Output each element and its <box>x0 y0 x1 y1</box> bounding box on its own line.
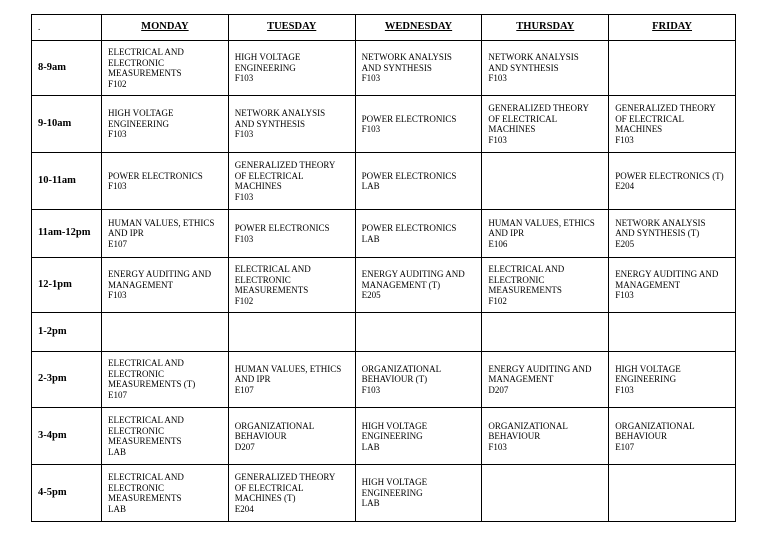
class-cell-line: MEASUREMENTS (T) <box>108 379 196 390</box>
class-cell-line: BEHAVIOUR <box>234 431 287 441</box>
class-cell-line: ELECTRICAL AND <box>108 415 184 426</box>
class-cell-line: MANAGEMENT <box>108 279 173 290</box>
class-cell-line: ELECTRONIC <box>108 368 164 379</box>
class-cell-line: ENERGY AUDITING AND <box>615 269 719 280</box>
class-cell-friday <box>609 313 736 351</box>
class-cell-tuesday <box>228 96 355 152</box>
class-cell-wednesday <box>355 210 482 257</box>
class-cell-tuesday <box>228 257 355 312</box>
class-cell-line: POWER ELECTRONICS <box>361 170 457 181</box>
class-cell-line: E204 <box>615 181 635 192</box>
class-cell-monday <box>102 313 229 351</box>
class-cell-line: GENERALIZED THEORY <box>234 160 336 171</box>
class-cell-monday <box>102 41 229 96</box>
class-cell-wednesday <box>355 152 482 209</box>
class-cell-line: ELECTRONIC <box>234 274 291 285</box>
class-cell-wednesday <box>355 313 482 351</box>
class-cell-line: GENERALIZED THEORY <box>488 103 589 114</box>
class-cell-line: E205 <box>361 290 381 301</box>
class-cell-line: F103 <box>234 191 254 202</box>
class-cell-line: GENERALIZED THEORY <box>615 103 716 114</box>
class-cell-line: ELECTRONIC <box>108 482 164 493</box>
class-cell-line: LAB <box>361 181 380 192</box>
table-row <box>32 351 736 407</box>
class-cell-line: MACHINES <box>615 124 663 135</box>
class-cell-tuesday <box>228 152 355 209</box>
class-cell-line: F103 <box>488 73 507 84</box>
time-slot-label: 4-5pm <box>32 465 102 522</box>
class-cell-line: AND IPR <box>488 228 525 239</box>
time-slot-label: 1-2pm <box>32 313 102 351</box>
class-cell-line: POWER ELECTRONICS <box>361 223 457 234</box>
class-cell-line: E106 <box>488 238 508 249</box>
class-cell-line: MANAGEMENT (T) <box>361 279 441 290</box>
class-cell-line: E107 <box>615 441 635 452</box>
class-cell-line: F103 <box>361 73 381 84</box>
class-cell-line: E107 <box>234 384 254 395</box>
class-cell-monday <box>102 465 229 522</box>
class-cell-line: MEASUREMENTS <box>108 493 182 504</box>
class-cell-line: ENERGY AUDITING AND <box>361 269 465 280</box>
table-row <box>32 96 736 152</box>
table-row <box>32 41 736 96</box>
class-cell-tuesday <box>228 351 355 407</box>
class-cell-tuesday <box>228 313 355 351</box>
class-cell-wednesday <box>355 351 482 407</box>
header-row <box>32 15 736 41</box>
class-cell-thursday <box>482 351 609 407</box>
class-cell-line: ORGANIZATIONAL <box>615 420 695 431</box>
class-cell-monday <box>102 152 229 209</box>
class-cell-line: ENGINEERING <box>361 487 423 498</box>
class-cell-line: ORGANIZATIONAL <box>361 363 442 374</box>
class-cell-line: MEASUREMENTS <box>108 436 182 447</box>
class-cell-line: E107 <box>108 389 127 400</box>
class-cell-line: MANAGEMENT <box>488 374 554 385</box>
time-slot-label: 12-1pm <box>32 257 102 312</box>
class-cell-line: OF ELECTRICAL <box>615 113 684 124</box>
class-cell-line: ENGINEERING <box>615 374 677 385</box>
class-cell-thursday <box>482 41 609 96</box>
class-cell-line: NETWORK ANALYSIS <box>234 108 326 119</box>
class-cell-line: GENERALIZED THEORY <box>234 472 336 483</box>
class-cell-line: HUMAN VALUES, ETHICS <box>488 217 595 228</box>
time-slot-label: 9-10am <box>32 96 102 152</box>
class-cell-line: ELECTRONIC <box>108 425 164 436</box>
class-cell-thursday <box>482 257 609 312</box>
class-cell-line: D207 <box>488 384 509 395</box>
class-cell-line: F103 <box>488 441 507 452</box>
class-cell-line: AND SYNTHESIS (T) <box>615 228 700 239</box>
class-cell-line: POWER ELECTRONICS <box>234 223 330 234</box>
corner-cell: . <box>32 15 102 41</box>
class-cell-friday <box>609 41 736 96</box>
class-cell-monday <box>102 96 229 152</box>
class-cell-line: HUMAN VALUES, ETHICS <box>234 363 342 374</box>
class-cell-line: D207 <box>234 441 255 452</box>
table-row <box>32 210 736 257</box>
class-cell-line: F103 <box>615 384 634 395</box>
class-cell-line: HIGH VOLTAGE <box>108 108 174 119</box>
class-cell-line: ENERGY AUDITING AND <box>108 269 212 280</box>
day-header-thursday: THURSDAY <box>482 15 609 41</box>
class-cell-line: LAB <box>108 446 126 457</box>
class-cell-line: AND SYNTHESIS <box>361 62 432 73</box>
class-cell-line: ELECTRICAL AND <box>234 264 311 274</box>
class-cell-line: OF ELECTRICAL <box>488 113 558 124</box>
class-cell-line: F103 <box>108 290 127 301</box>
class-cell-line: MACHINES <box>488 124 536 135</box>
class-cell-line: MEASUREMENTS <box>488 285 562 295</box>
table-row <box>32 152 736 209</box>
class-cell-line: BEHAVIOUR <box>488 431 541 441</box>
class-cell-line: F103 <box>234 233 254 244</box>
class-cell-friday <box>609 465 736 522</box>
class-cell-wednesday <box>355 96 482 152</box>
class-cell-line: ELECTRICAL AND <box>108 358 184 369</box>
class-cell-line: ENGINEERING <box>234 62 296 73</box>
class-cell-tuesday <box>228 465 355 522</box>
class-cell-line: POWER ELECTRONICS (T) <box>615 170 724 181</box>
class-cell-line: POWER ELECTRONICS <box>108 170 203 181</box>
class-cell-line: F103 <box>361 384 381 395</box>
class-cell-line: NETWORK ANALYSIS <box>488 52 579 63</box>
class-cell-line: NETWORK ANALYSIS <box>615 217 706 228</box>
class-cell-thursday <box>482 210 609 257</box>
class-cell-line: MACHINES (T) <box>234 493 296 504</box>
class-cell-line: F103 <box>615 290 634 301</box>
timetable <box>31 14 736 522</box>
class-cell-friday <box>609 210 736 257</box>
class-cell-line: LAB <box>361 441 380 452</box>
class-cell-line: MACHINES <box>234 181 282 192</box>
class-cell-line: HIGH VOLTAGE <box>615 363 681 374</box>
class-cell-line: ENGINEERING <box>361 431 423 441</box>
class-cell-line: MEASUREMENTS <box>234 285 309 295</box>
class-cell-line: BEHAVIOUR <box>615 431 668 441</box>
class-cell-line: POWER ELECTRONICS <box>361 113 457 124</box>
day-header-tuesday: TUESDAY <box>228 15 355 41</box>
class-cell-friday <box>609 152 736 209</box>
class-cell-line: E107 <box>108 238 127 249</box>
class-cell-monday <box>102 210 229 257</box>
class-cell-line: F102 <box>234 295 254 306</box>
class-cell-wednesday <box>355 257 482 312</box>
class-cell-line: F103 <box>108 181 127 192</box>
class-cell-line: F103 <box>615 134 634 145</box>
time-slot-label: 10-11am <box>32 152 102 209</box>
class-cell-line: F103 <box>361 124 381 135</box>
class-cell-line: E204 <box>234 503 254 514</box>
class-cell-line: OF ELECTRICAL <box>234 482 304 493</box>
class-cell-line: LAB <box>361 498 380 509</box>
time-slot-label: 11am-12pm <box>32 210 102 257</box>
class-cell-wednesday <box>355 408 482 465</box>
class-cell-friday <box>609 351 736 407</box>
class-cell-friday <box>609 408 736 465</box>
class-cell-line: F103 <box>108 129 127 140</box>
class-cell-thursday <box>482 96 609 152</box>
class-cell-line: F103 <box>234 129 254 140</box>
table-row <box>32 313 736 351</box>
class-cell-line: NETWORK ANALYSIS <box>361 52 452 63</box>
class-cell-line: LAB <box>361 233 380 244</box>
time-slot-label: 8-9am <box>32 41 102 96</box>
class-cell-line: AND IPR <box>108 228 144 239</box>
class-cell-wednesday <box>355 41 482 96</box>
class-cell-thursday <box>482 313 609 351</box>
class-cell-friday <box>609 96 736 152</box>
class-cell-line: E205 <box>615 238 635 249</box>
table-row <box>32 257 736 312</box>
class-cell-thursday <box>482 408 609 465</box>
class-cell-line: F103 <box>488 134 507 145</box>
class-cell-line: ENERGY AUDITING AND <box>488 363 592 374</box>
class-cell-line: BEHAVIOUR (T) <box>361 374 428 385</box>
class-cell-line: F102 <box>488 295 507 306</box>
table-row <box>32 465 736 522</box>
class-cell-line: AND IPR <box>234 374 271 385</box>
day-header-wednesday: WEDNESDAY <box>355 15 482 41</box>
timetable-body <box>32 41 736 522</box>
class-cell-monday <box>102 408 229 465</box>
class-cell-thursday <box>482 152 609 209</box>
day-header-friday: FRIDAY <box>609 15 736 41</box>
time-slot-label: 2-3pm <box>32 351 102 407</box>
class-cell-tuesday <box>228 408 355 465</box>
class-cell-line: LAB <box>108 503 126 514</box>
class-cell-wednesday <box>355 465 482 522</box>
time-slot-label: 3-4pm <box>32 408 102 465</box>
class-cell-tuesday <box>228 210 355 257</box>
class-cell-line: F102 <box>108 78 127 89</box>
class-cell-tuesday <box>228 41 355 96</box>
class-cell-line: OF ELECTRICAL <box>234 170 304 181</box>
class-cell-line: HUMAN VALUES, ETHICS <box>108 217 215 228</box>
day-header-monday: MONDAY <box>102 15 229 41</box>
class-cell-line: MANAGEMENT <box>615 279 681 290</box>
class-cell-friday <box>609 257 736 312</box>
class-cell-line: ELECTRICAL AND <box>108 472 184 483</box>
class-cell-line: AND SYNTHESIS <box>234 118 306 129</box>
class-cell-line: ENGINEERING <box>108 118 169 129</box>
class-cell-line: HIGH VOLTAGE <box>234 52 301 63</box>
class-cell-thursday <box>482 465 609 522</box>
class-cell-line: ELECTRONIC <box>108 57 164 68</box>
table-row <box>32 408 736 465</box>
class-cell-monday <box>102 351 229 407</box>
class-cell-line: ORGANIZATIONAL <box>488 420 568 431</box>
class-cell-line: ELECTRONIC <box>488 274 545 285</box>
class-cell-line: AND SYNTHESIS <box>488 62 559 73</box>
class-cell-line: ELECTRICAL AND <box>108 47 184 58</box>
class-cell-line: MEASUREMENTS <box>108 68 182 79</box>
class-cell-line: ORGANIZATIONAL <box>234 420 315 431</box>
class-cell-line: F103 <box>234 73 254 84</box>
class-cell-line: HIGH VOLTAGE <box>361 420 428 431</box>
class-cell-line: ELECTRICAL AND <box>488 264 565 274</box>
class-cell-line: HIGH VOLTAGE <box>361 477 428 488</box>
class-cell-monday <box>102 257 229 312</box>
